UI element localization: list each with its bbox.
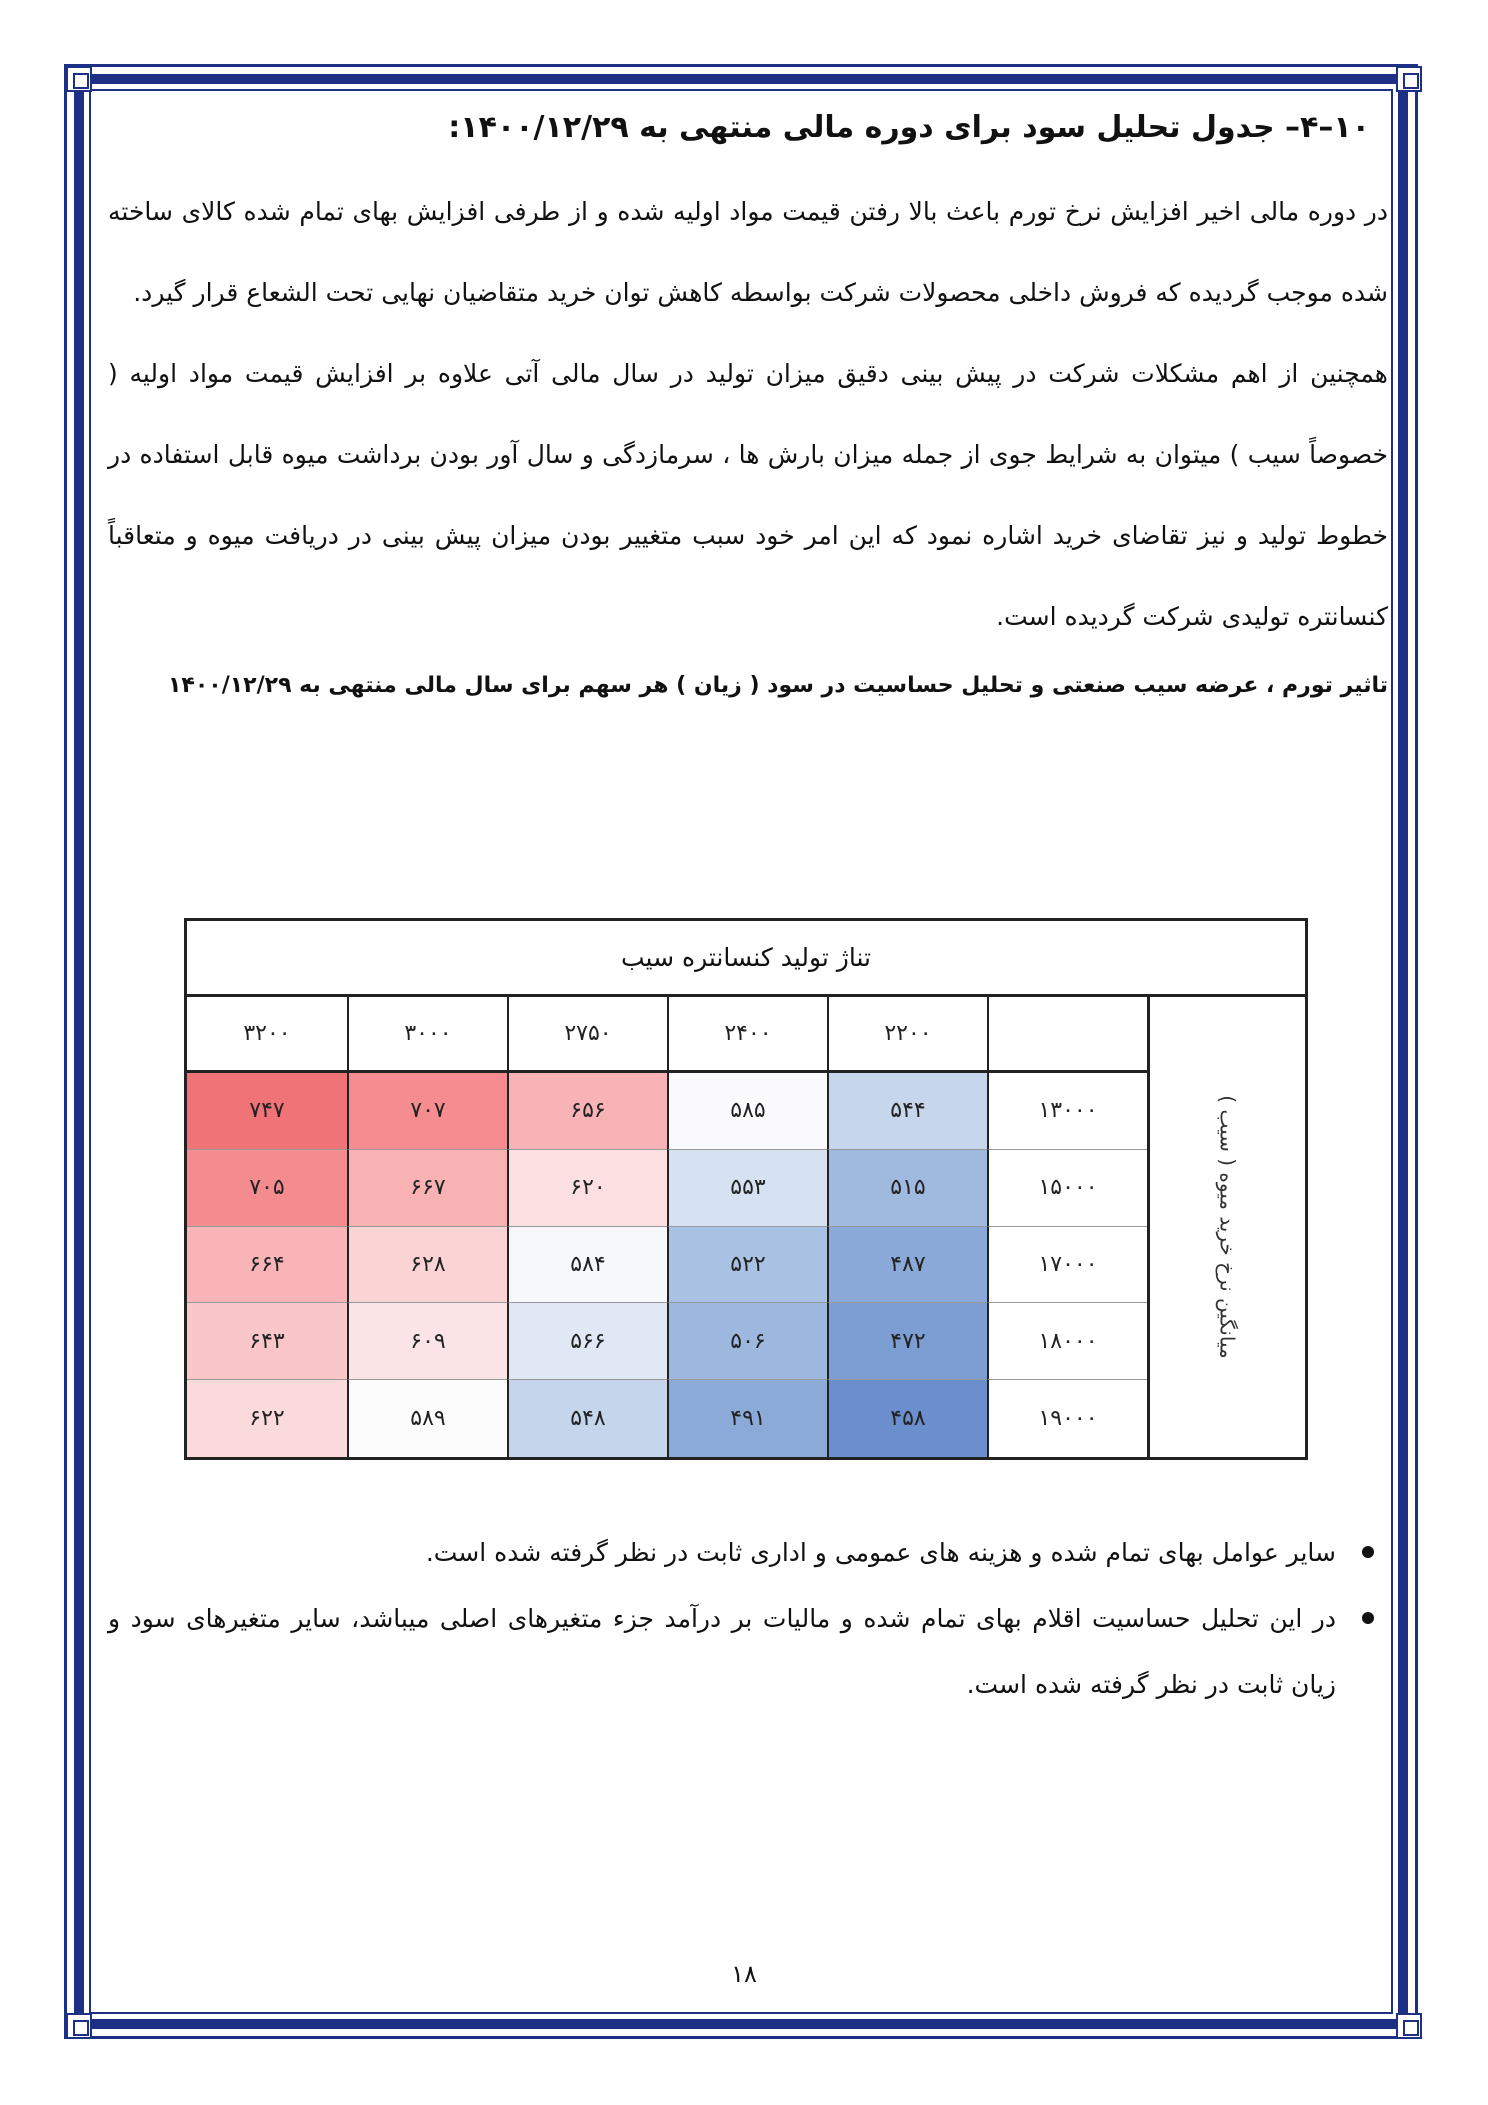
table-cell: ۵۶۶ xyxy=(507,1303,667,1380)
list-item: سایر عوامل بهای تمام شده و هزینه های عمومی و اداری ثابت در نظر گرفته شده است. xyxy=(108,1520,1388,1586)
row-header: ۱۳۰۰۰ xyxy=(987,1073,1147,1150)
table-cell: ۵۱۵ xyxy=(827,1150,987,1227)
row-header: ۱۷۰۰۰ xyxy=(987,1227,1147,1304)
table-cell: ۶۲۰ xyxy=(507,1150,667,1227)
paragraph-production-forecast: همچنین از اهم مشکلات شرکت در پیش بینی دقیق میزان تولید در سال مالی آتی علاوه بر افزایش قیمت مواد اولیه ( خصوصاً سیب ) میتوان به شرایط جوی از جمله میزان بارش ها ، سرمازدگی و سال آور بودن برداشت میوه قابل استفاده در خطوط تولید و نیز تقاضای خرید اشاره نمود که این امر خود سبب متغییر بودن میزان پیش بینی در دریافت میوه و متعاقباً کنسانتره تولیدی شرکت گردیده است. xyxy=(108,359,1388,631)
side-label-text: میانگین نرخ خرید میوه ( سیب ) xyxy=(1215,1095,1240,1359)
row-header: ۱۹۰۰۰ xyxy=(987,1380,1147,1457)
table-cell: ۵۸۴ xyxy=(507,1227,667,1304)
list-item: در این تحلیل حساسیت اقلام بهای تمام شده و مالیات بر درآمد جزء متغیرهای اصلی میباشد، سایر متغیرهای سود و زیان ثابت در نظر گرفته شده است. xyxy=(108,1586,1388,1718)
table-cell: ۵۴۴ xyxy=(827,1073,987,1150)
table-caption: تاثیر تورم ، عرضه سیب صنعتی و تحلیل حساسیت در سود ( زیان ) هر سهم برای سال مالی منتهی به ۱۴۰۰/۱۲/۲۹ xyxy=(168,673,1388,698)
table-cell: ۵۸۵ xyxy=(667,1073,827,1150)
table-cell: ۶۴۳ xyxy=(187,1303,347,1380)
frame-corner-ornament xyxy=(1396,66,1422,92)
table-cell: ۵۲۲ xyxy=(667,1227,827,1304)
sensitivity-table xyxy=(184,918,1308,1460)
table-cell: ۴۵۸ xyxy=(827,1380,987,1457)
document-body xyxy=(108,110,1388,698)
row-header: ۱۸۰۰۰ xyxy=(987,1303,1147,1380)
frame-corner-ornament xyxy=(66,2013,92,2039)
table-cell: ۵۸۹ xyxy=(347,1380,507,1457)
table-cell: ۶۲۸ xyxy=(347,1227,507,1304)
table-title: تناژ تولید کنسانتره سیب xyxy=(187,921,1305,997)
table-cell: ۵۴۸ xyxy=(507,1380,667,1457)
table-cell: ۷۰۵ xyxy=(187,1150,347,1227)
table-cell: ۶۲۲ xyxy=(187,1380,347,1457)
page-number: ۱۸ xyxy=(731,1960,757,1988)
column-header: ۳۲۰۰ xyxy=(187,997,347,1073)
notes-list xyxy=(108,1520,1388,1718)
table-cell: ۵۰۶ xyxy=(667,1303,827,1380)
table-cell: ۴۷۲ xyxy=(827,1303,987,1380)
table-cell: ۶۰۹ xyxy=(347,1303,507,1380)
row-header: ۱۵۰۰۰ xyxy=(987,1150,1147,1227)
table-corner-cell xyxy=(987,997,1147,1073)
table-cell: ۶۶۴ xyxy=(187,1227,347,1304)
table-cell: ۶۶۷ xyxy=(347,1150,507,1227)
frame-corner-ornament xyxy=(1396,2013,1422,2039)
table-cell: ۷۰۷ xyxy=(347,1073,507,1150)
column-header: ۲۲۰۰ xyxy=(827,997,987,1073)
column-header: ۳۰۰۰ xyxy=(347,997,507,1073)
table-grid xyxy=(187,997,1147,1457)
table-row-axis-label xyxy=(1147,997,1305,1457)
column-header: ۲۴۰۰ xyxy=(667,997,827,1073)
table-cell: ۷۴۷ xyxy=(187,1073,347,1150)
section-heading: ۱۰–۴– جدول تحلیل سود برای دوره مالی منتهی به ۱۴۰۰/۱۲/۲۹: xyxy=(448,110,1370,145)
table-cell: ۵۵۳ xyxy=(667,1150,827,1227)
frame-corner-ornament xyxy=(66,66,92,92)
column-header: ۲۷۵۰ xyxy=(507,997,667,1073)
table-cell: ۴۹۱ xyxy=(667,1380,827,1457)
table-cell: ۴۸۷ xyxy=(827,1227,987,1304)
paragraph-inflation: در دوره مالی اخیر افزایش نرخ تورم باعث بالا رفتن قیمت مواد اولیه شده و از طرفی افزایش بهای تمام شده کالای ساخته شده موجب گردیده که فروش داخلی محصولات شرکت بواسطه کاهش توان خرید متقاضیان نهایی تحت الشعاع قرار گیرد. xyxy=(108,197,1388,307)
table-cell: ۶۵۶ xyxy=(507,1073,667,1150)
